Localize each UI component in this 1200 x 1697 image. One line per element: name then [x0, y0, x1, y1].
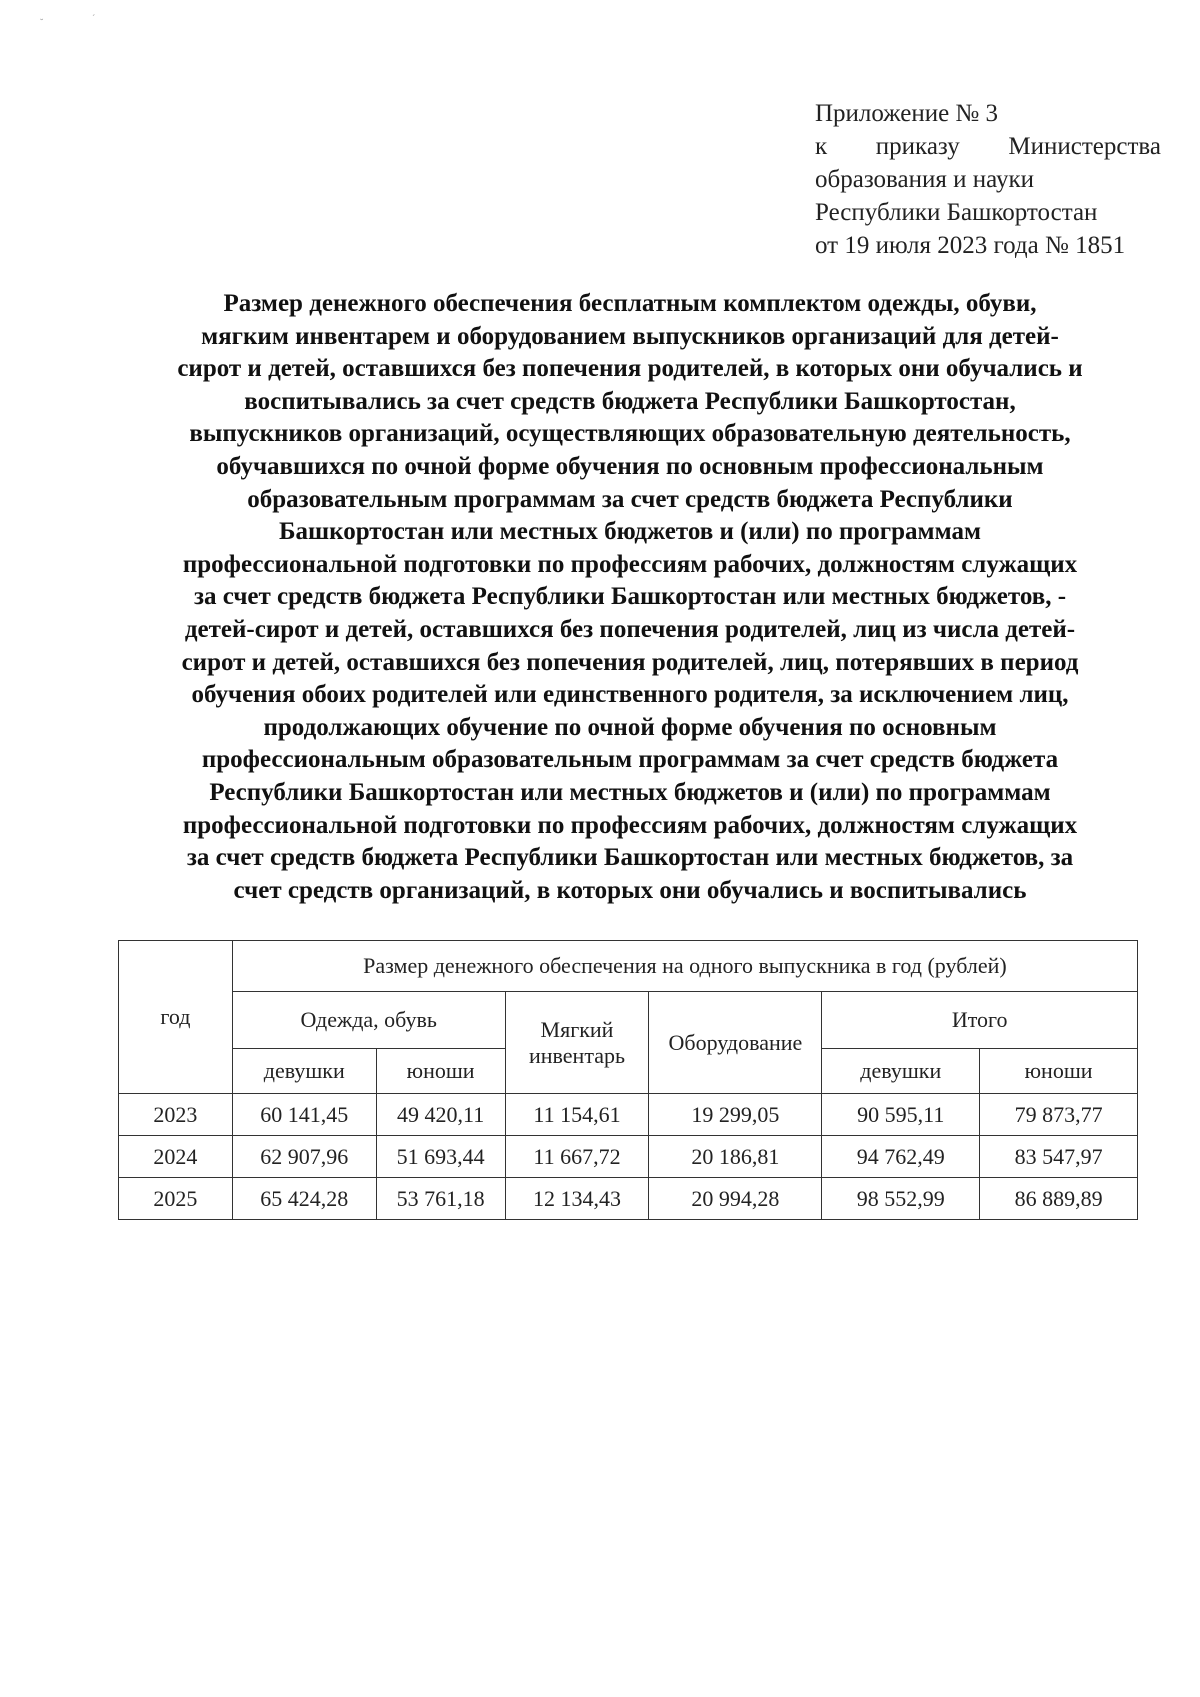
document-title: Размер денежного обеспечения бесплатным комплектом одежды, обуви, мягким инвентарем и оборудованием выпускников организаций для детей- сирот и детей, оставшихся без попечения родителей, в которых они обучались и воспитывались за счет средств бюджета Республики Башкортостан, выпускников организаций, осуществляющих образовательную деятельность, обучавшихся по очной форме обучения по основным профессиональным образовательным программам за счет средств бюджета Республики Башкортостан или местных бюджетов и (или) по программам профессиональной подготовки по профессиям рабочих, должностям служащих за счет средств бюджета Республики Башкортостан или местных бюджетов, - детей-сирот и детей, оставшихся без попечения родителей, лиц из числа детей- сирот и детей, оставшихся без попечения родителей, лиц, потерявших в период обучения обоих родителей или единственного родителя, за исключением лиц, продолжающих обучение по очной форме обучения по основным профессиональным образовательным программам за счет средств бюджета Республики Башкортостан или местных бюджетов и (или) по программам профессиональной подготовки по профессиям рабочих, должностям служащих за счет средств бюджета Республики Башкортостан или местных бюджетов, за счет средств организаций, в которых они обучались и воспитывались [177, 290, 1083, 904]
appendix-date-line: от 19 июля 2023 года № 1851 [815, 232, 1126, 259]
appendix-order-line: к приказу Министерства [815, 133, 1161, 160]
total-girls-cell: 94 762,49 [822, 1136, 980, 1178]
table-header-row [119, 941, 1138, 992]
soft-inventory-cell: 12 134,43 [505, 1178, 649, 1220]
equipment-cell: 20 994,28 [649, 1178, 822, 1220]
total-boys-cell: 86 889,89 [980, 1178, 1138, 1220]
total-boys-header: юноши [980, 1049, 1138, 1094]
year-header: год [119, 941, 233, 1094]
table-row [119, 1136, 1138, 1178]
total-girls-cell: 90 595,11 [822, 1094, 980, 1136]
year-cell: 2023 [119, 1094, 233, 1136]
equipment-cell: 20 186,81 [649, 1136, 822, 1178]
table-header-row [119, 992, 1138, 1049]
year-cell: 2025 [119, 1178, 233, 1220]
equipment-header: Оборудование [649, 992, 822, 1094]
soft-inventory-cell: 11 667,72 [505, 1136, 649, 1178]
soft-inventory-cell: 11 154,61 [505, 1094, 649, 1136]
soft-inventory-header: Мягкий инвентарь [505, 992, 649, 1094]
scan-artifact: ˊ [92, 14, 96, 25]
table-row [119, 1178, 1138, 1220]
equipment-cell: 19 299,05 [649, 1094, 822, 1136]
clothing-girls-cell: 65 424,28 [232, 1178, 376, 1220]
total-girls-cell: 98 552,99 [822, 1178, 980, 1220]
appendix-ministry-line: образования и науки [815, 166, 1034, 193]
table-row [119, 1094, 1138, 1136]
year-cell: 2024 [119, 1136, 233, 1178]
total-boys-cell: 83 547,97 [980, 1136, 1138, 1178]
clothing-boys-cell: 49 420,11 [376, 1094, 505, 1136]
main-header: Размер денежного обеспечения на одного выпускника в год (рублей) [232, 941, 1137, 992]
appendix-number: Приложение № 3 [815, 100, 999, 127]
clothing-boys-cell: 53 761,18 [376, 1178, 505, 1220]
clothing-girls-header: девушки [232, 1049, 376, 1094]
clothing-girls-cell: 60 141,45 [232, 1094, 376, 1136]
total-header: Итого [822, 992, 1138, 1049]
scan-artifact: ˘ [40, 18, 44, 29]
clothing-boys-cell: 51 693,44 [376, 1136, 505, 1178]
appendix-republic-line: Республики Башкортостан [815, 199, 1098, 226]
appendix-header [815, 97, 1175, 262]
total-boys-cell: 79 873,77 [980, 1094, 1138, 1136]
amounts-table [118, 940, 1138, 1220]
total-girls-header: девушки [822, 1049, 980, 1094]
clothing-header: Одежда, обувь [232, 992, 505, 1049]
clothing-boys-header: юноши [376, 1049, 505, 1094]
clothing-girls-cell: 62 907,96 [232, 1136, 376, 1178]
